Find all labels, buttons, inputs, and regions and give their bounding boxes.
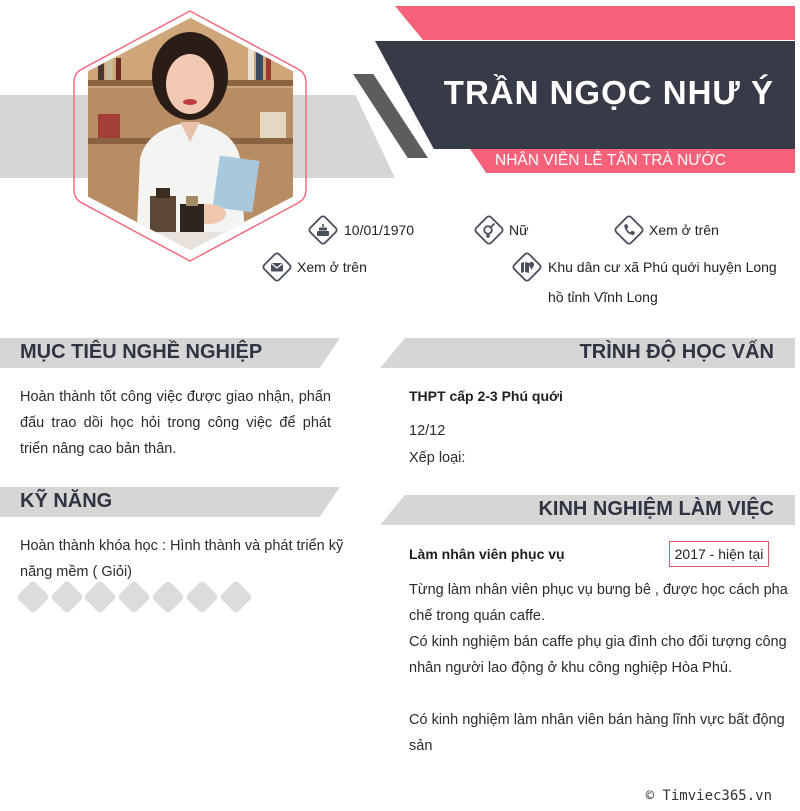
education-grade: 12/12: [409, 423, 446, 439]
profile-job-title: NHÂN VIÊN LỄ TÂN TRÀ NƯỚC: [495, 152, 726, 169]
skills-title: KỸ NĂNG: [20, 490, 113, 512]
copyright-footer: © Timviec365.vn: [645, 788, 772, 804]
rating-dot: [151, 580, 185, 614]
email-icon: [262, 252, 292, 282]
experience-line-1: Từng làm nhân viên phục vụ bưng bê , được học cách pha: [409, 582, 788, 598]
rating-dot: [16, 580, 50, 614]
rating-dot: [219, 580, 253, 614]
objective-text: Hoàn thành tốt công việc được giao nhận, phấn đấu trao dồi học hỏi trong công việc để phát triển nâng cao bản thân.: [20, 389, 331, 457]
phone-icon: [614, 215, 644, 245]
education-ranking: Xếp loại:: [409, 450, 466, 466]
experience-line-5: Có kinh nghiệm làm nhân viên bán hàng lĩnh vực bất động: [409, 712, 785, 728]
rating-dot: [185, 580, 219, 614]
rating-dot: [50, 580, 84, 614]
birthday-text: 10/01/1970: [344, 222, 415, 238]
rating-dot: [83, 580, 117, 614]
experience-title: KINH NGHIỆM LÀM VIỆC: [538, 498, 774, 520]
map-pin-icon: [512, 252, 542, 282]
objective-title: MỤC TIÊU NGHỀ NGHIỆP: [20, 341, 263, 363]
education-title: TRÌNH ĐỘ HỌC VẤN: [579, 341, 774, 363]
header-pink-strip: [395, 6, 795, 40]
address-line-2: hồ tỉnh Vĩnh Long: [548, 289, 658, 305]
rating-dot: [117, 580, 151, 614]
skill-line-2: năng mềm ( Giỏi): [20, 564, 133, 580]
gender-text: Nữ: [509, 222, 529, 238]
experience-line-2: chế trong quán caffe.: [409, 608, 545, 624]
skill-rating: [20, 585, 260, 611]
email-text: Xem ở trên: [297, 259, 367, 275]
skill-line-1: Hoàn thành khóa học : Hình thành và phát triển kỹ: [20, 538, 344, 554]
experience-line-6: sản: [409, 738, 433, 754]
experience-position: Làm nhân viên phục vụ: [409, 546, 565, 562]
education-school: THPT cấp 2-3 Phú quới: [409, 388, 563, 404]
birthday-cake-icon: [308, 215, 338, 245]
address-line-1: Khu dân cư xã Phú quới huyện Long: [548, 259, 777, 275]
profile-name: TRẦN NGỌC NHƯ Ý: [443, 74, 774, 111]
phone-text: Xem ở trên: [649, 222, 719, 238]
experience-line-4: nhân người lao động ở khu công nghiệp Hòa Phú.: [409, 660, 732, 676]
experience-period: 2017 - hiện tại: [669, 541, 769, 567]
experience-line-3: Có kinh nghiệm bán caffe phụ gia đình cho đối tượng công: [409, 634, 787, 650]
gender-icon: [474, 215, 504, 245]
